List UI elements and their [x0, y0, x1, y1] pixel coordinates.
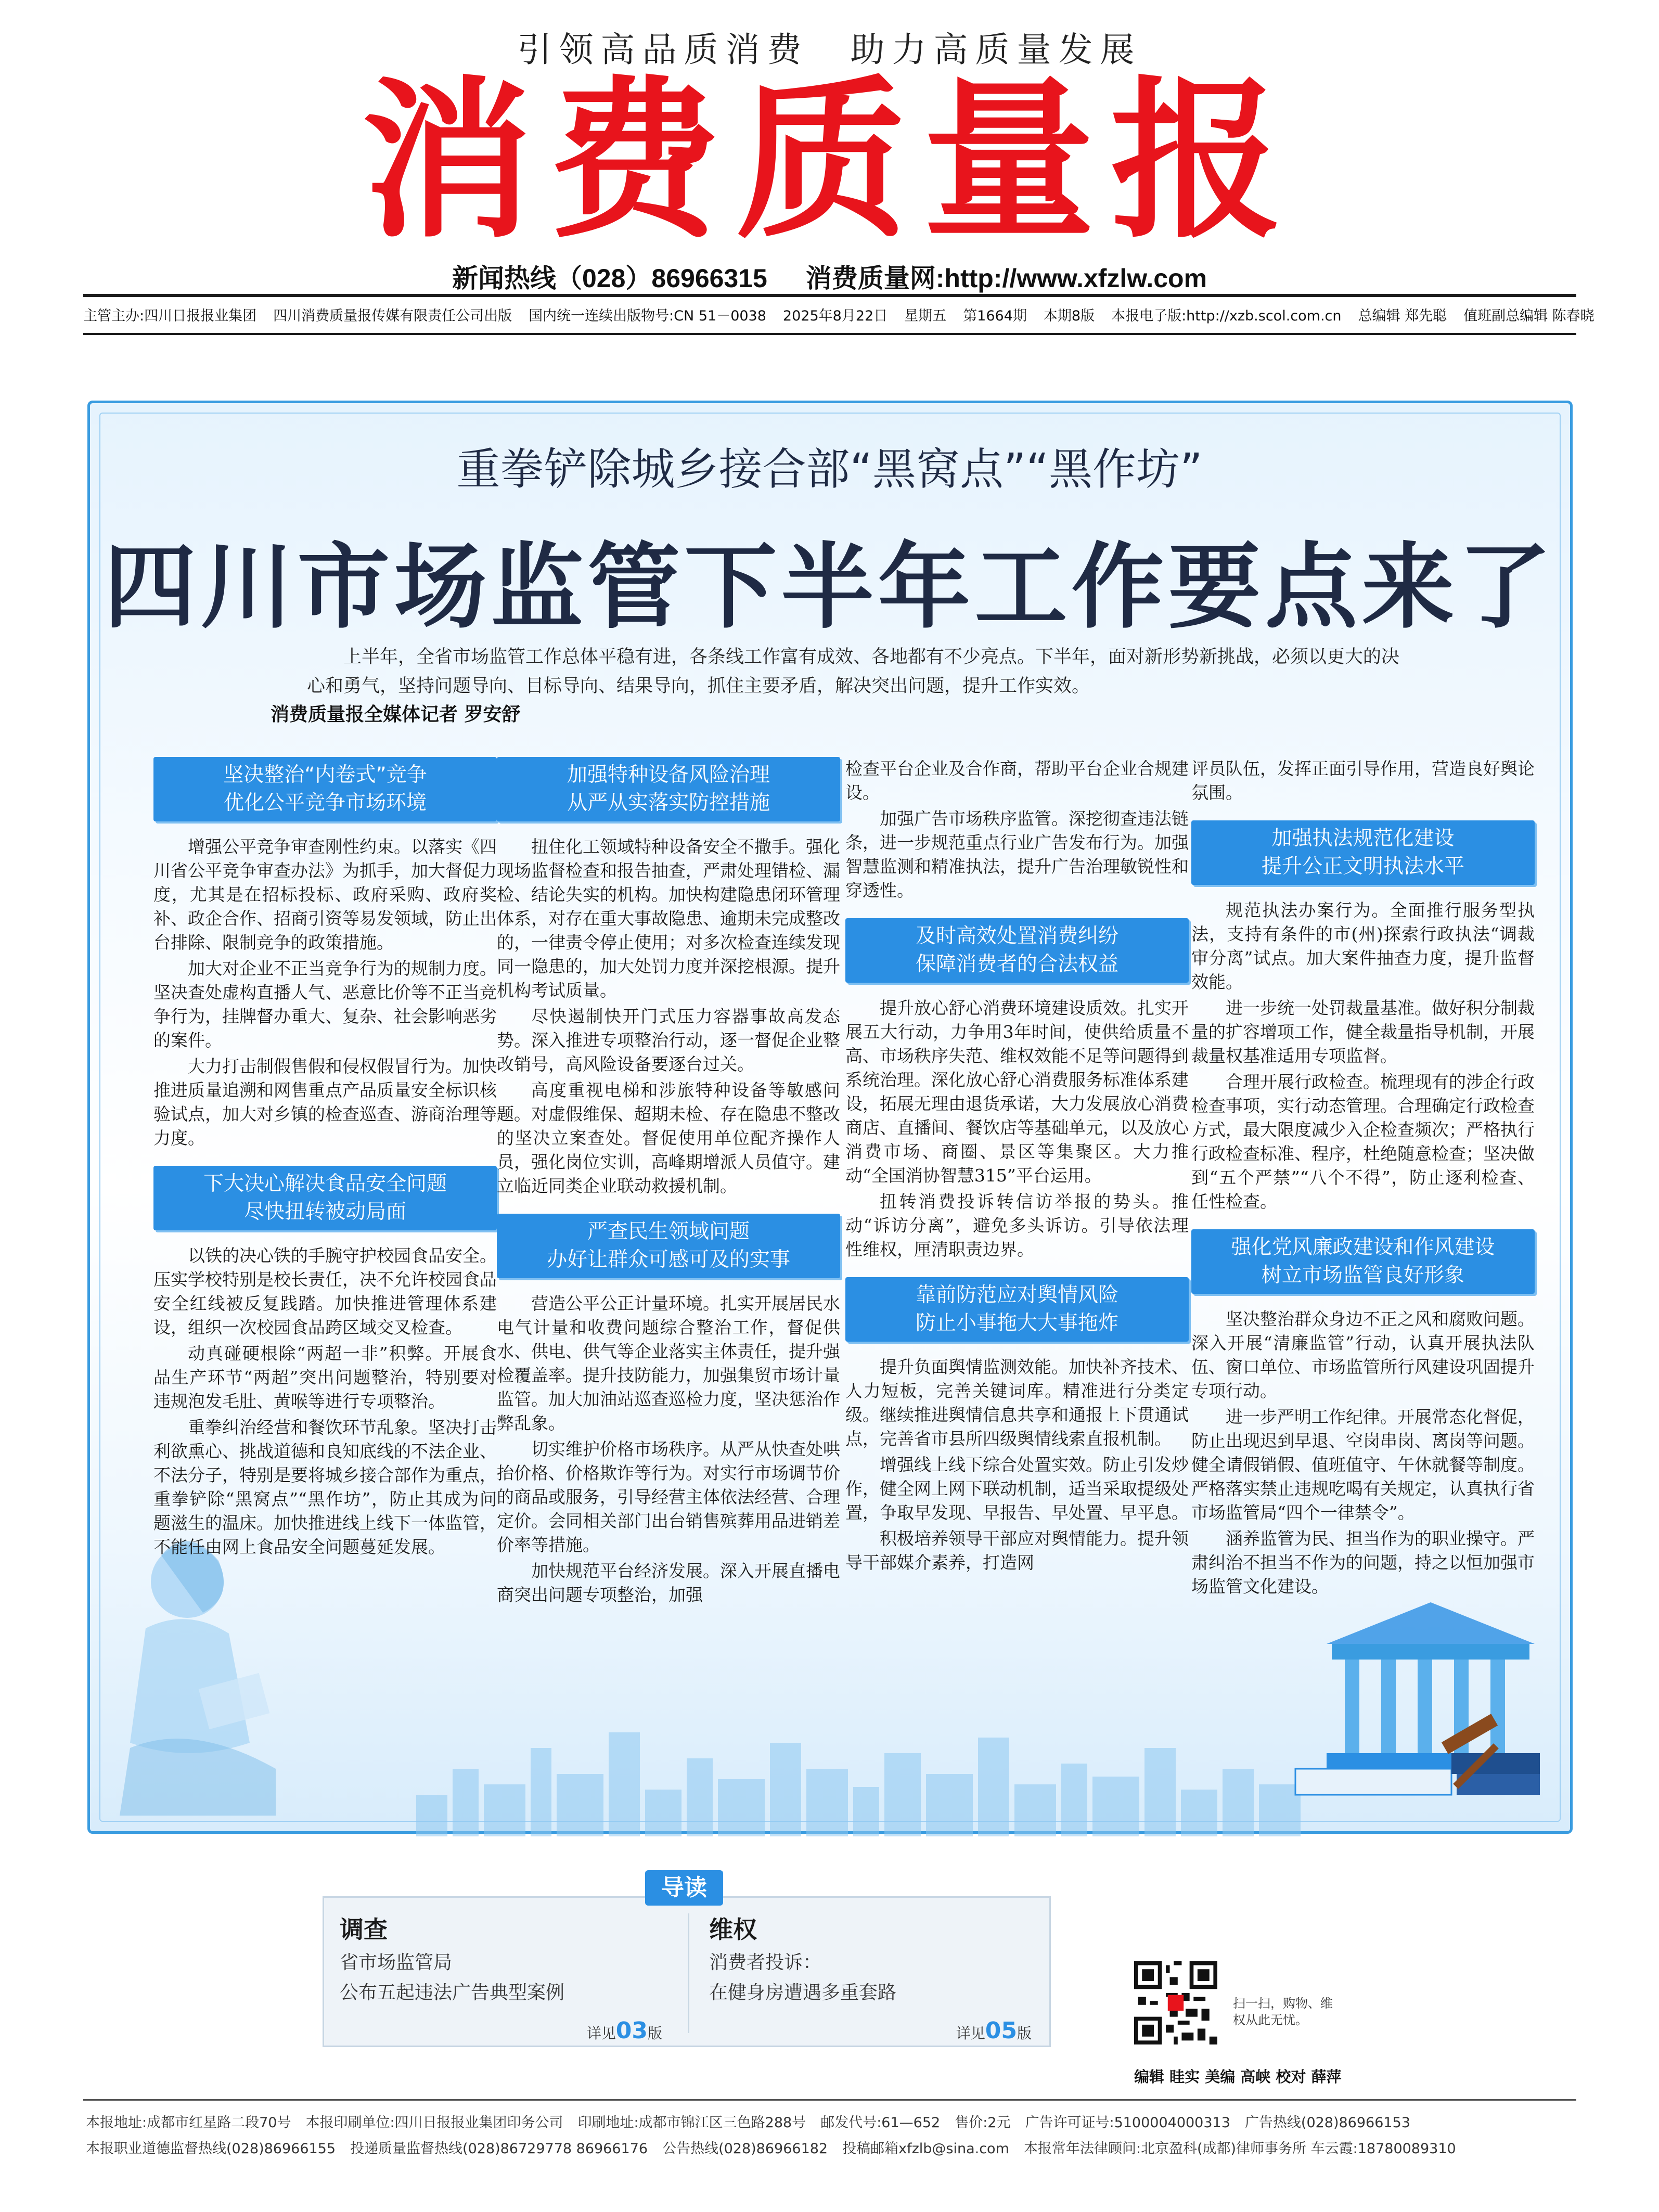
section-heading: [153, 757, 497, 821]
section-heading: [1191, 1229, 1535, 1294]
section-heading-line: 加强执法规范化建设: [1271, 827, 1455, 850]
guide-box: [323, 1896, 1051, 2047]
footer-item: 投递质量监督热线(028)86729778 86966176: [350, 2141, 648, 2157]
publication-info-bar: [83, 301, 1594, 332]
info-item: 总编辑 郑先聪: [1358, 308, 1447, 324]
section-heading-line: 坚决整治“内卷式”竞争: [223, 763, 427, 787]
paragraph: 增强公平竞争审查刚性约束。以落实《四川省公平竞争审查办法》为抓手，加大督促力度，尤其是在招标投标、政府采购、政府奖补、政企合作、招商引资等易发领域，防止出台排除、限制竞争的政策措施。: [153, 837, 497, 953]
article-column-2: [497, 757, 840, 1609]
reading-girl-illustration: [99, 1524, 291, 1826]
paragraph: 以铁的决心铁的手腕守护校园食品安全。压实学校特别是校长责任，决不允许校园食品安全红线被反复践踏。加快推进管理体系建设，组织一次校园食品跨区域交叉检查。: [153, 1245, 497, 1338]
paragraph: 加强广告市场秩序监管。深挖彻查违法链条，进一步规范重点行业广告发布行为。加强智慧监测和精准执法，提升广告治理敏锐性和穿透性。: [845, 808, 1189, 901]
section-heading: [153, 1166, 497, 1230]
footer-item: 投稿邮箱xfzlb@sina.com: [842, 2141, 1009, 2157]
footer-item: 售价:2元: [955, 2115, 1011, 2131]
article-headline: 四川市场监管下半年工作要点来了: [104, 533, 1555, 641]
section-heading-line: 从严从实落实防控措施: [567, 791, 770, 815]
footer-item: 广告热线(028)86966153: [1244, 2115, 1410, 2131]
guide-section-label: 维权: [709, 1915, 757, 1944]
section-heading: [1191, 820, 1535, 885]
article-subheadline: 重拳铲除城乡接合部“黑窝点”“黑作坊”: [456, 444, 1203, 495]
paragraph: 大力打击制假售假和侵权假冒行为。加快推进质量追溯和网售重点产品质量安全标识核验试点，加大对乡镇的检查巡查、游商治理等力度。: [153, 1056, 497, 1148]
paragraph: 进一步严明工作纪律。开展常态化督促，防止出现迟到早退、空岗串岗、离岗等问题。健全请假销假、值班值守、午休就餐等制度。严格落实禁止违规吃喝有关规定，认真执行省市场监管局“四个一律禁令”。: [1191, 1407, 1535, 1523]
footer-item: 印刷地址:成都市锦江区三色路288号: [577, 2115, 806, 2131]
paragraph: 切实维护价格市场秩序。从严从快查处哄抬价格、价格欺诈等行为。对实行市场调节价的商品或服务，引导经营主体依法经营、合理定价。会同相关部门出台销售殡葬用品进销差价率等措施。: [497, 1439, 840, 1555]
info-item: 四川消费质量报传媒有限责任公司出版: [273, 308, 512, 324]
section-heading-line: 严查民生领域问题: [587, 1220, 750, 1243]
info-item: 星期五: [904, 308, 947, 324]
section-heading-line: 优化公平竞争市场环境: [223, 791, 427, 815]
article-byline: 消费质量报全媒体记者 罗安舒: [271, 704, 521, 725]
qr-code-icon[interactable]: [1134, 1961, 1217, 2044]
guide-section-label: 调查: [340, 1915, 388, 1944]
paragraph: 高度重视电梯和涉旅特种设备等敏感问题。对虚假维保、超期未检、存在隐患不整改的坚决立案查处。督促使用单位配齐操作人员，强化岗位实训，高峰期增派人员值守。建立临近同类企业联动救援机制。: [497, 1080, 840, 1196]
section-heading: [845, 1277, 1189, 1342]
footer-item: 公告热线(028)86966182: [662, 2141, 828, 2157]
info-rule: [83, 333, 1576, 335]
section-heading-line: 加强特种设备风险治理: [567, 763, 770, 787]
info-item: 2025年8月22日: [782, 308, 888, 324]
section-heading-line: 提升公正文明执法水平: [1261, 855, 1464, 878]
paragraph: 营造公平公正计量环境。扎实开展居民水电气计量和收费问题综合整治工作，督促供水、供电、供气等企业落实主体责任，提升强检覆盖率。提升技防能力，加强集贸市场计量监管。加大加油站巡查巡检力度，坚决惩治作弊乱象。: [497, 1293, 840, 1433]
news-hotline: 新闻热线（028）86966315: [452, 264, 767, 293]
section-heading-line: 靠前防范应对舆情风险: [915, 1283, 1118, 1307]
masthead-slogan: 引领高品质消费 助力高质量发展: [517, 30, 1142, 70]
paragraph: 加快规范平台经济发展。深入开展直播电商突出问题专项整治，加强: [497, 1561, 840, 1605]
section-heading: [497, 1214, 840, 1278]
masthead-rule: [83, 294, 1576, 297]
courthouse-illustration: [1295, 1581, 1545, 1810]
section-heading: [845, 918, 1189, 983]
paragraph: 提升负面舆情监测效能。加快补齐技术、人力短板，完善关键词库。精准进行分类定级。继续推进舆情信息共享和通报上下贯通试点，完善省市县所四级舆情线索直报机制。: [845, 1357, 1189, 1449]
guide-line: 在健身房遭遇多重套路: [709, 1982, 897, 2003]
article-column-3: [845, 757, 1189, 1577]
paragraph: 增强线上线下综合处置实效。防止引发炒作，健全网上网下联动机制，适当采取提级处置，争取早发现、早报告、早处置、早平息。: [845, 1455, 1189, 1523]
info-item: 第1664期: [963, 308, 1027, 324]
footer-item: 本报职业道德监督热线(028)86966155: [86, 2141, 336, 2157]
guide-line: 公布五起违法广告典型案例: [340, 1982, 565, 2003]
guide-divider: [688, 1913, 689, 2033]
info-item: 值班副总编辑 陈春晓: [1463, 308, 1594, 324]
paragraph: 进一步统一处罚裁量基准。做好积分制裁量的扩容增项工作，健全裁量指导机制，开展裁量权基准适用专项监督。: [1191, 998, 1535, 1066]
paragraph: 尽快遏制快开门式压力容器事故高发态势。深入推进专项整治行动，逐一督促企业整改销号，高风险设备要逐台过关。: [497, 1006, 840, 1074]
footer-rule: [83, 2099, 1576, 2101]
qr-caption: 扫一扫，购物、维权从此无忧。: [1233, 1996, 1333, 2027]
footer-item: 邮发代号:61—652: [820, 2115, 941, 2131]
info-item: 国内统一连续出版物号:CN 51－0038: [529, 308, 766, 324]
masthead-title: 消费质量报: [361, 61, 1298, 261]
paragraph: 积极培养领导干部应对舆情能力。提升领导干部媒介素养，打造网: [845, 1528, 1189, 1573]
section-heading-line: 防止小事拖大大事拖炸: [915, 1311, 1118, 1335]
guide-line: 省市场监管局: [340, 1952, 453, 1973]
guide-tab: 导读: [645, 1870, 723, 1906]
section-heading-line: 树立市场监管良好形象: [1261, 1264, 1464, 1287]
paragraph: 扭住化工领域特种设备安全不撒手。强化现场监督检查和报告抽查，严肃处理错检、漏检、结论失实的机构。加快构建隐患闭环管理体系，对存在重大事故隐患、逾期未完成整改的，一律责令停止使用；对多次检查连续发现同一隐患的，加大处罚力度并深挖根源。提升机构考试质量。: [497, 837, 840, 1000]
masthead-contact: [0, 258, 1659, 295]
footer-line-2: [86, 2137, 1574, 2157]
section-heading-line: 下大决心解决食品安全问题: [203, 1172, 447, 1195]
section-heading: [497, 757, 840, 821]
guide-item-rights[interactable]: [709, 1911, 1032, 2044]
section-heading-line: 强化党风廉政建设和作风建设: [1231, 1236, 1495, 1259]
paragraph: 提升放心舒心消费环境建设质效。扎实开展五大行动，力争用3年时间，使供给质量不高、市场秩序失范、维权效能不足等问题得到系统治理。深化放心舒心消费服务标准体系建设，拓展无理由退货承诺，大力发展放心消费商店、直播间、餐饮店等基础单元，以及放心消费市场、商圈、景区等集聚区。大力推动“全国消协智慧315”平台运用。: [845, 998, 1189, 1186]
section-heading-line: 办好让群众可感可及的实事: [546, 1248, 790, 1271]
guide-page-ref: 详见03版: [586, 2017, 662, 2044]
paragraph: 合理开展行政检查。梳理现有的涉企行政检查事项，实行动态管理。合理确定行政检查方式，最大限度减少入企检查频次；严格执行行政检查标准、程序，杜绝随意检查；坚决做到“五个严禁”“八个不得”，防止逐利检查、任性检查。: [1191, 1072, 1535, 1212]
paragraph: 重拳纠治经营和餐饮环节乱象。坚决打击利欲熏心、挑战道德和良知底线的不法企业、不法分子，特别是要将城乡接合部作为重点，重拳铲除“黑窝点”“黑作坊”，防止其成为问题滋生的温床。加快推进线上线下一体监管，不能任由网上食品安全问题蔓延发展。: [153, 1417, 497, 1557]
footer-item: 本报常年法律顾问:北京盈科(成都)律师事务所 车云霞:18780089310: [1023, 2141, 1456, 2157]
paragraph: 涵养监管为民、担当作为的职业操守。严肃纠治不担当不作为的问题，持之以恒加强市场监管文化建设。: [1191, 1528, 1535, 1597]
footer-item: 广告许可证号:5100004000313: [1025, 2115, 1230, 2131]
paragraph: 检查平台企业及合作商，帮助平台企业合规建设。: [845, 758, 1189, 803]
paragraph: 规范执法办案行为。全面推行服务型执法，支持有条件的市(州)探索行政执法“调裁审分离”试点。加大案件抽查力度，提升监督效能。: [1191, 900, 1535, 992]
guide-line: 消费者投诉：: [709, 1952, 822, 1973]
paragraph: 扭转消费投诉转信访举报的势头。推动“诉访分离”，避免多头诉访。引导依法理性维权，厘清职责边界。: [845, 1191, 1189, 1259]
info-item: 本期8版: [1043, 308, 1095, 324]
paragraph: 评员队伍，发挥正面引导作用，营造良好舆论氛围。: [1191, 758, 1535, 803]
editor-credits: 编辑 眭实 美编 高峡 校对 薛萍: [1134, 2068, 1342, 2086]
article-column-4: [1191, 757, 1535, 1601]
guide-item-investigation[interactable]: [340, 1911, 662, 2044]
info-item: 主管主办:四川日报报业集团: [83, 308, 257, 324]
info-item: 本报电子版:http://xzb.scol.com.cn: [1111, 308, 1342, 324]
website-link[interactable]: 消费质量网:http://www.xfzlw.com: [805, 264, 1207, 293]
section-heading-line: 保障消费者的合法权益: [915, 953, 1118, 976]
section-heading-line: 尽快扭转被动局面: [243, 1200, 406, 1224]
paragraph: 加大对企业不正当竞争行为的规制力度。坚决查处虚构直播人气、恶意比价等不正当竞争行为，挂牌督办重大、复杂、社会影响恶劣的案件。: [153, 958, 497, 1050]
footer-item: 本报地址:成都市红星路二段70号: [86, 2115, 291, 2131]
guide-page-ref: 详见05版: [956, 2017, 1032, 2044]
paragraph: 坚决整治群众身边不正之风和腐败问题。深入开展“清廉监管”行动，认真开展执法队伍、窗口单位、市场监管所行风建设巩固提升专项行动。: [1191, 1309, 1535, 1401]
section-heading-line: 及时高效处置消费纠纷: [915, 924, 1118, 948]
footer-item: 本报印刷单位:四川日报报业集团印务公司: [305, 2115, 563, 2131]
article-column-1: [153, 757, 497, 1561]
footer-line-1: [86, 2111, 1574, 2131]
paragraph: 动真碰硬根除“两超一非”积弊。开展食品生产环节“两超”突出问题整治，特别要对违规泡发毛肚、黄喉等进行专项整治。: [153, 1343, 497, 1411]
article-lede: 上半年，全省市场监管工作总体平稳有进，各条线工作富有成效、各地都有不少亮点。下半年，面对新形势新挑战，必须以更大的决心和勇气，坚持问题导向、目标导向、结果导向，抓住主要矛盾，解决突出问题，提升工作实效。: [307, 647, 1400, 697]
